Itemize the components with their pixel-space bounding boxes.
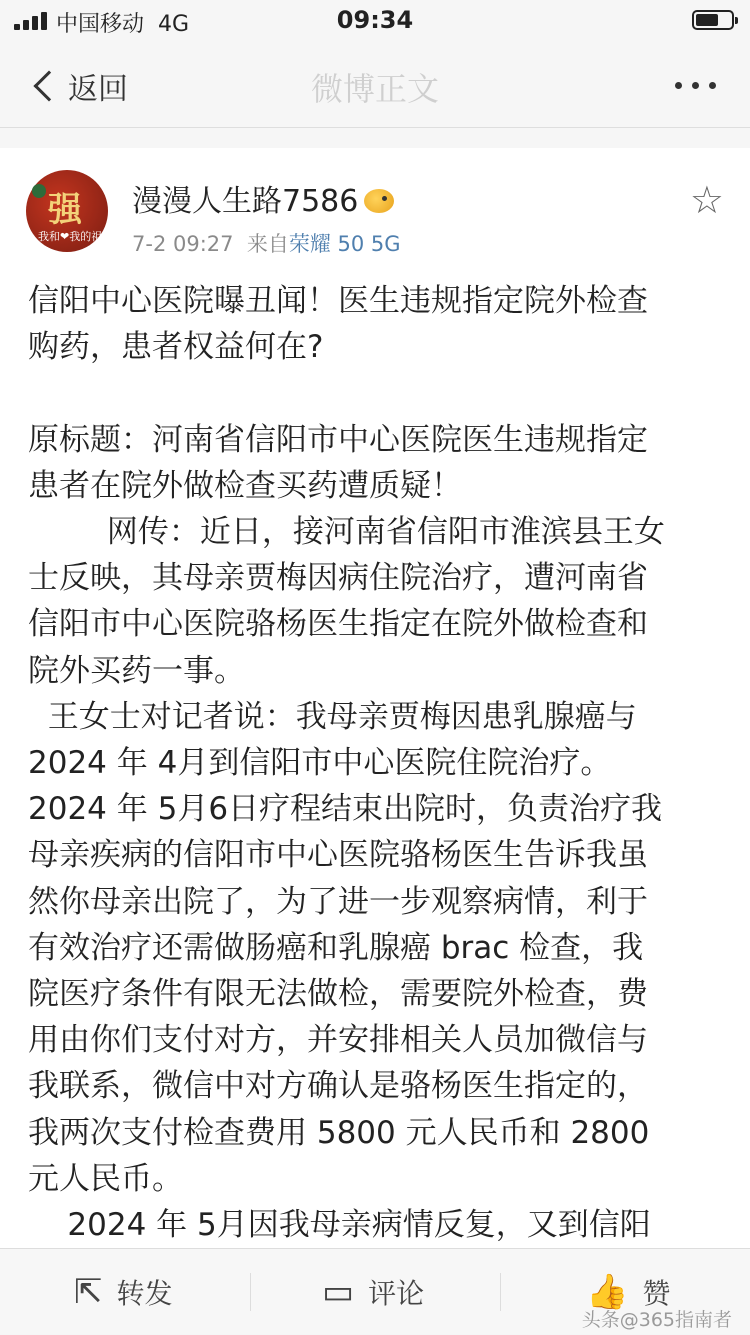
page-title: 微博正文 (310, 70, 439, 108)
nav-bar (0, 42, 750, 128)
avatar-badge-icon (32, 184, 46, 198)
repost-label: 转发 (116, 1277, 173, 1310)
battery-icon (692, 10, 734, 30)
post-date: 7-2 09:27 (132, 232, 234, 256)
username-text: 漫漫人生路7586 (132, 184, 359, 219)
star-icon[interactable]: ☆ (689, 178, 724, 222)
more-dot (675, 82, 682, 89)
repost-icon: ⇱ (74, 1272, 103, 1312)
avatar[interactable] (26, 170, 108, 259)
more-dot (709, 82, 716, 89)
action-bar (0, 1248, 750, 1334)
divider (500, 1273, 501, 1311)
status-bar (0, 0, 750, 42)
watermark: 头条@365指南者 (581, 1309, 732, 1331)
carrier-label: 中国移动 4G (56, 12, 190, 37)
avatar-character: 强 (48, 190, 82, 230)
avatar-caption: 我和❤我的祖国 (38, 230, 103, 259)
post-card (0, 148, 750, 1248)
comment-label: 评论 (368, 1277, 425, 1310)
post-body: 信阳中心医院曝丑闻！医生违规指定院外检查 购药，患者权益何在? 原标题：河南省信阳市中心医院医生违规指定 患者在院外做检查买药遭质疑！ 网传：近日，接河南省信阳市淮滨县王女 士反映，其母亲贾梅因病住院治疗，遭河南省 信阳市中心医院骆杨医生指定在院外做检查和 院外买药一事。 王女士对记者说：我母亲贾梅因患乳腺癌与 2024 年 4月到信阳市中心医院住院治疗。 2024 年 5月6日疗程结束出院时，负责治疗我 母亲疾病的信阳市中心医院骆杨医生告诉我虽 然你母亲出院了，为了进一步观察病情，利于 有效治疗还需做肠癌和乳腺癌 brac 检查，我 院医疗条件有限无法做检，需要院外检查，费 用由你们支付对方，并安排相关人员加微信与 我联系，微信中对方确认是骆杨医生指定的， 我两次支付检查费用 5800 元人民币和 2800 元人民币。 2024 年 5月因我母亲病情反复，又到信阳 (28, 283, 665, 1244)
back-label: 返回 (68, 72, 128, 107)
like-label: 赞 (642, 1277, 671, 1310)
more-dot (692, 82, 699, 89)
more-button[interactable] (675, 82, 716, 89)
post-meta (132, 228, 401, 258)
source-prefix: 来自 (246, 232, 289, 256)
divider (250, 1273, 251, 1311)
comment-icon: ▭ (322, 1272, 355, 1312)
thumbs-up-icon: 👍 (586, 1272, 629, 1312)
status-time: 09:34 (336, 6, 414, 34)
post-source[interactable]: 荣耀 50 5G (288, 232, 401, 256)
repost-button[interactable] (74, 1249, 173, 1335)
comment-button[interactable] (322, 1249, 424, 1335)
vip-badge-icon (364, 189, 394, 213)
username[interactable] (132, 176, 394, 220)
